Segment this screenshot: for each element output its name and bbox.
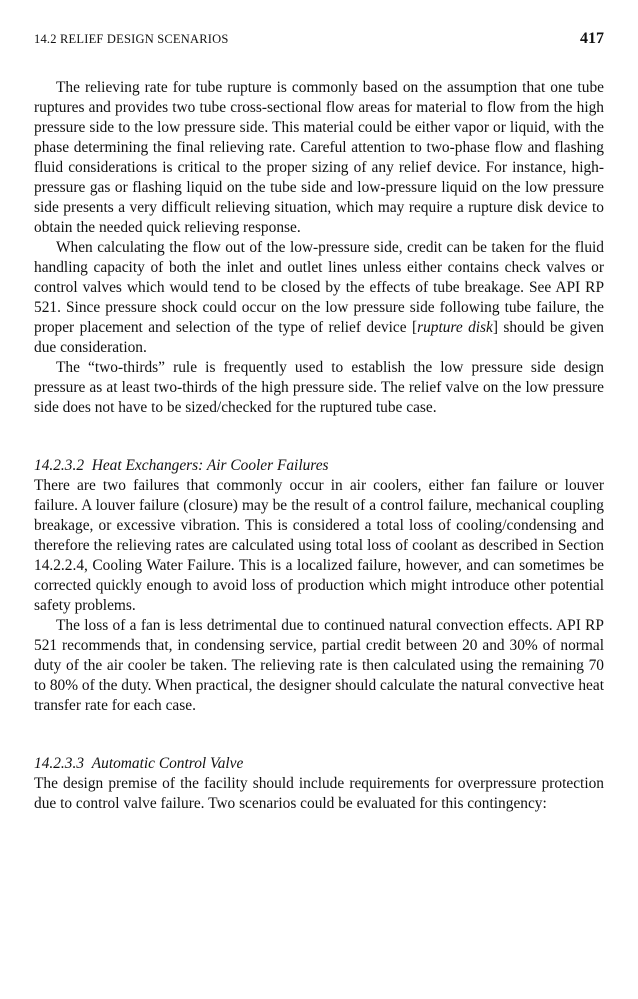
paragraph-two-thirds-rule: The “two-thirds” rule is frequently used to establish the low pressure side design pressure as at least two-thirds of the high pressure side. The relief valve on the low pressure side does not have to be sized/checked for the ruptured tube case. [34,359,604,416]
section-air-cooler-failures [34,456,604,716]
paragraph-low-pressure-flow [34,238,604,358]
section-title: Heat Exchangers: Air Cooler Failures [91,457,329,474]
paragraph-control-valve-premise: The design premise of the facility should include requirements for overpressure protection due to control valve failure. Two scenarios could be evaluated for this contingency: [34,775,604,812]
paragraph-air-cooler-failures: There are two failures that commonly occur in air coolers, either fan failure or louver failure. A louver failure (closure) may be the result of a control failure, mechanical coupling breakage, or excessive vibration. This is considered a total loss of cooling/condensing and therefore the relieving rates are calculated using total loss of coolant as described in Section 14.2.2.4, Cooling Water Failure. This is a localized failure, however, and can sometimes be corrected quickly enough to avoid loss of production which might introduce other potential safety problems. [34,477,604,614]
section-automatic-control-valve [34,754,604,814]
section-number: 14.2.3.3 [34,755,85,772]
section-number: 14.2.3.2 [34,457,85,474]
paragraph-low-pressure-flow-text: When calculating the flow out of the low-pressure side, credit can be taken for the fluid handling capacity of both the inlet and outlet lines unless either contains check valves or control valves which would tend to be closed by the effects of tube breakage. See API RP 521. Since pressure shock could occur on the low pressure side following tube failure, the proper placement and selection of the type of relief device [ [34,239,604,336]
section-heading-control-valve [34,754,604,774]
body-text [34,78,604,814]
paragraph-fan-loss: The loss of a fan is less detrimental due to continued natural convection effects. API RP 521 recommends that, in condensing service, partial credit between 20 and 30% of normal duty of the air cooler be taken. The relieving rate is then calculated using the remaining 70 to 80% of the duty. When practical, the designer should calculate the natural convective heat transfer rate for each case. [34,617,604,714]
section-title: Automatic Control Valve [91,755,244,772]
rupture-disk-term: rupture disk [417,319,493,336]
running-title: 14.2 RELIEF DESIGN SCENARIOS [34,32,229,46]
section-heading-air-cooler [34,456,604,476]
paragraph-tube-rupture-rate: The relieving rate for tube rupture is commonly based on the assumption that one tube ruptures and provides two tube cross-sectional flow areas for material to flow from the high pressure side to the low pressure side. This material could be either vapor or liquid, with the phase determining the final relieving rate. Careful attention to two-phase flow and flashing fluid considerations is critical to the proper sizing of any relief device. For instance, high-pressure gas or flashing liquid on the tube side and low-pressure liquid on the low pressure side presents a very difficult relieving situation, which may require a rupture disk device to obtain the needed quick relieving response. [34,79,604,236]
page-number: 417 [580,30,604,47]
paragraph-low-pressure-flow-end: ] should be given due consideration. [34,319,604,356]
running-header [34,30,604,48]
